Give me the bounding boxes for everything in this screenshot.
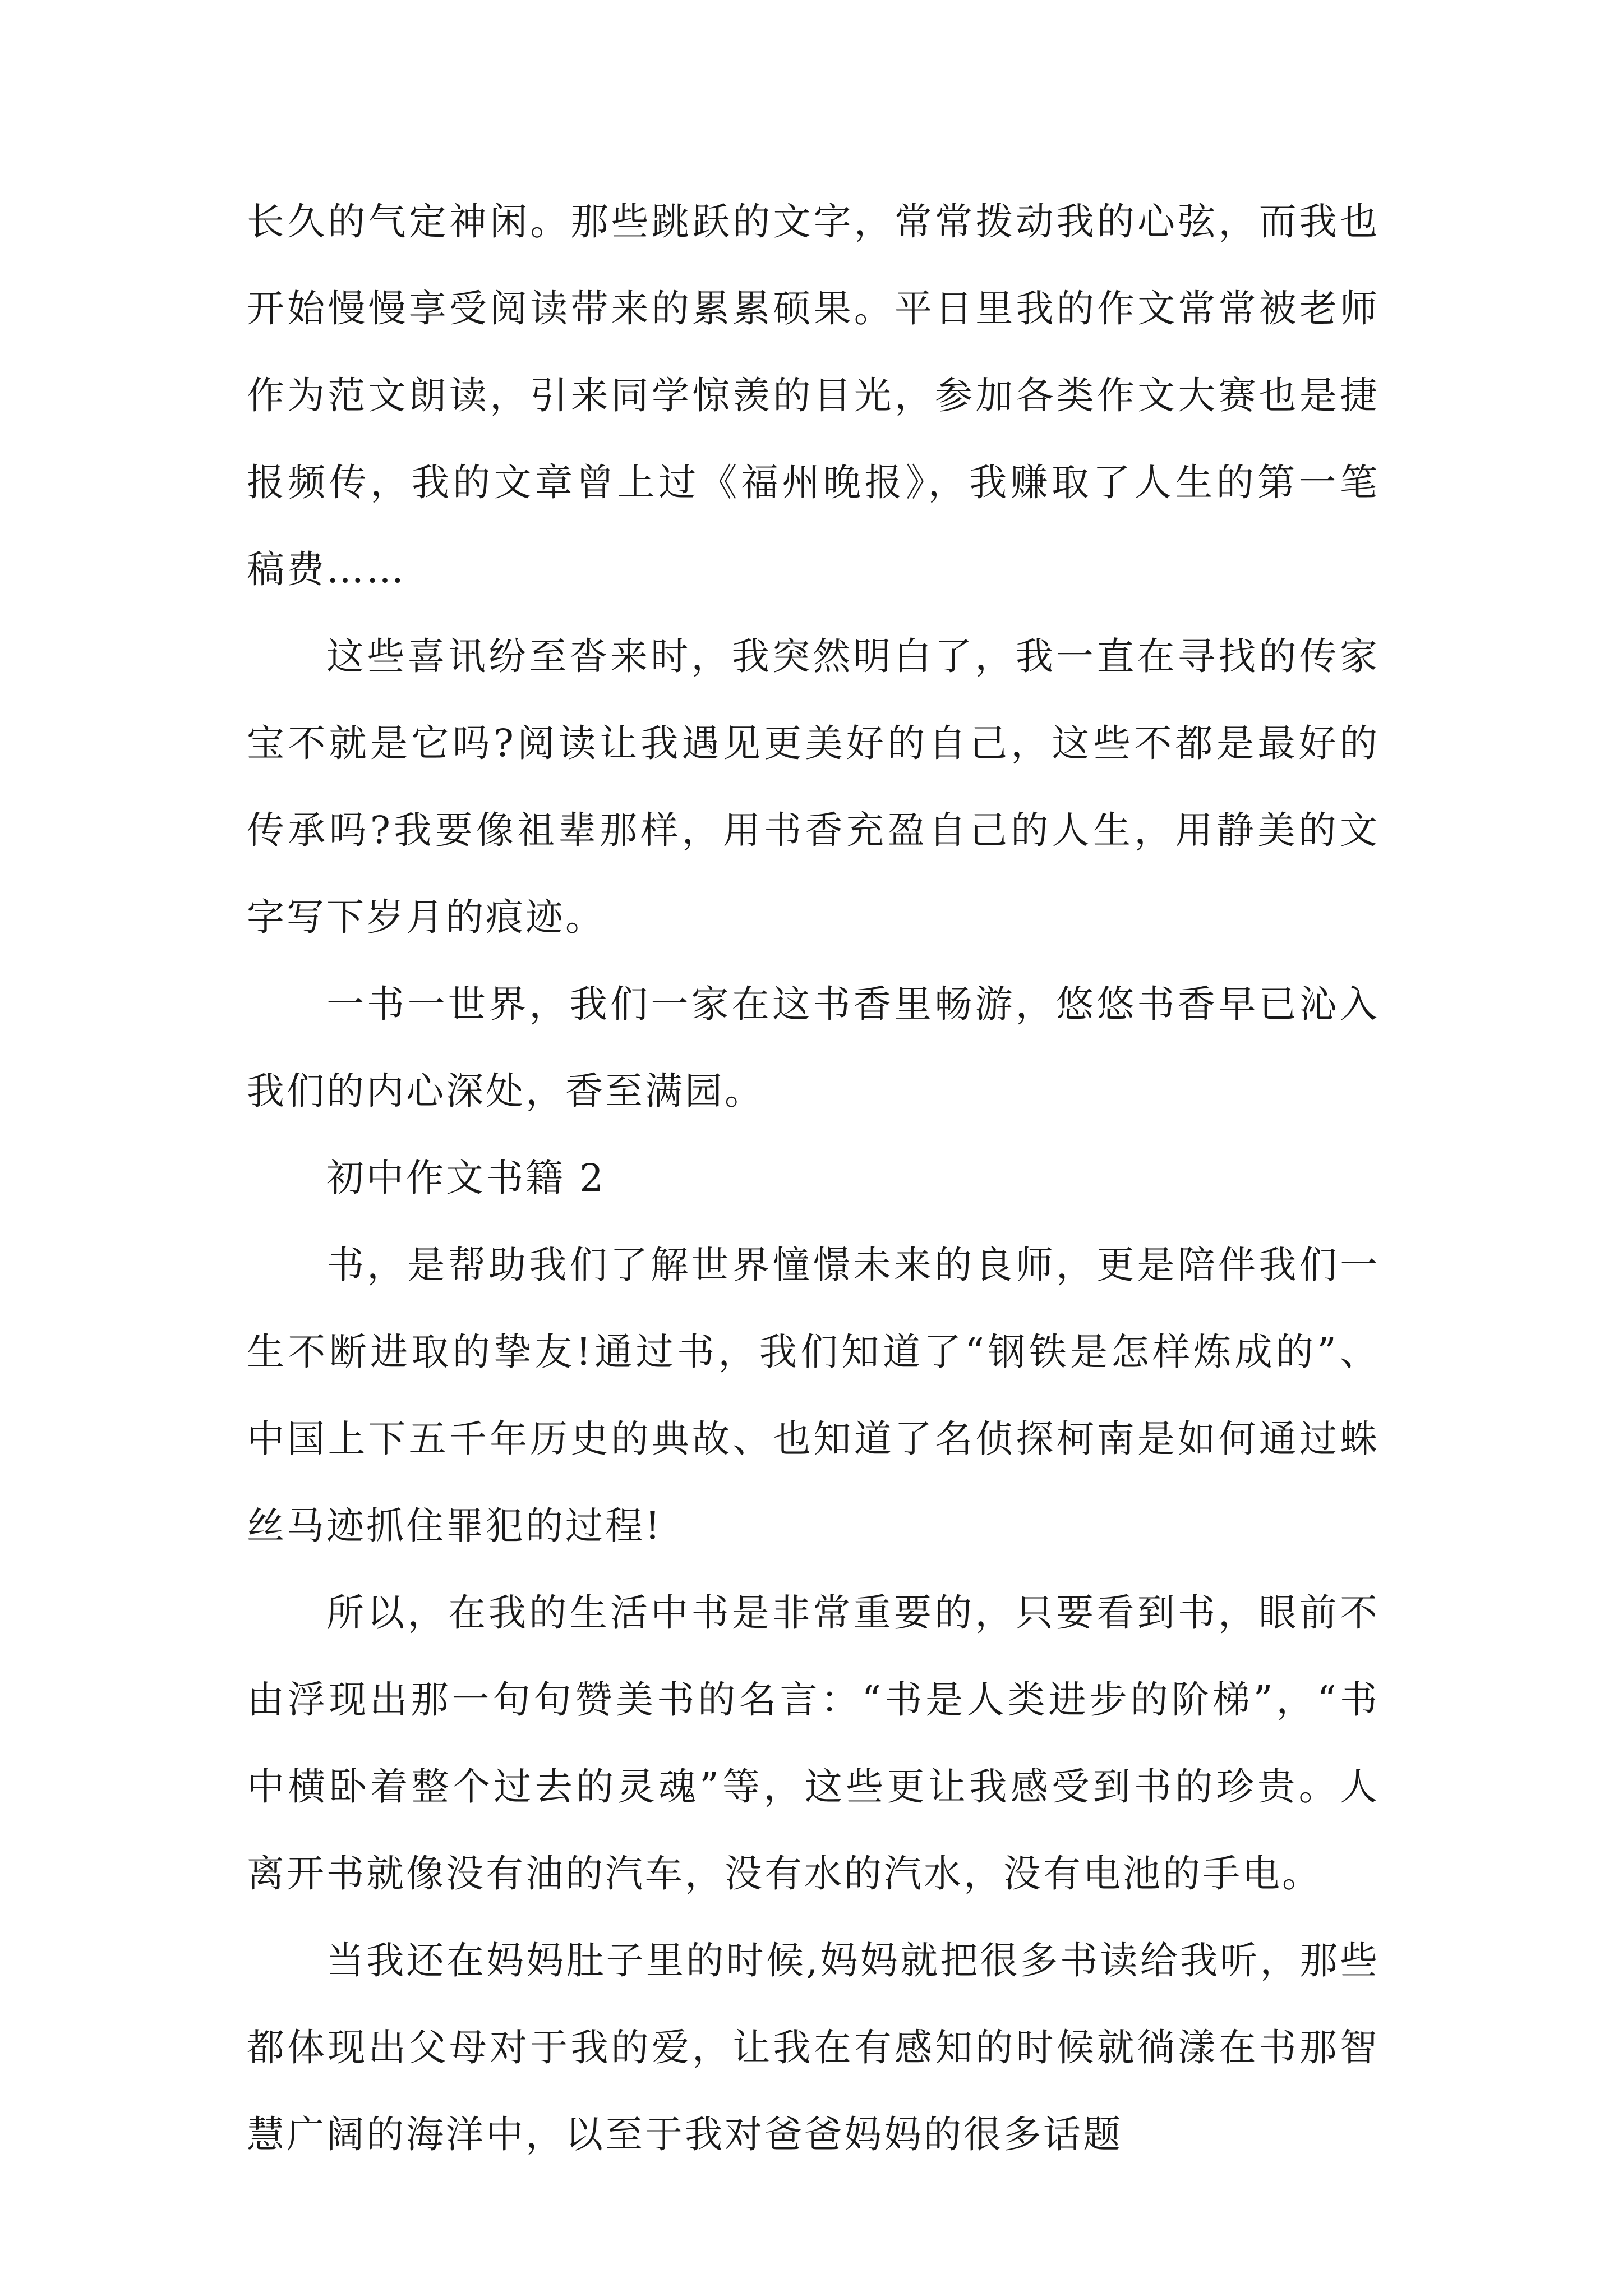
paragraph: 书，是帮助我们了解世界憧憬未来的良师，更是陪伴我们一生不断进取的挚友!通过书，我们知道了“钢铁是怎样炼成的”、中国上下五千年历史的典故、也知道了名侦探柯南是如何通过蛛丝马迹抓住罪犯的过程! bbox=[247, 1243, 1380, 1548]
paragraph: 长久的气定神闲。那些跳跃的文字，常常拨动我的心弦，而我也开始慢慢享受阅读带来的累累硕果。平日里我的作文常常被老师作为范文朗读，引来同学惊羡的目光，参加各类作文大赛也是捷报频传，我的文章曾上过《福州晚报》，我赚取了人生的第一笔稿费…… bbox=[247, 200, 1380, 591]
paragraph: 所以，在我的生活中书是非常重要的，只要看到书，眼前不由浮现出那一句句赞美书的名言：“书是人类进步的阶梯”，“书中横卧着整个过去的灵魂”等，这些更让我感受到书的珍贵。人离开书就像没有油的汽车，没有水的汽水，没有电池的手电。 bbox=[247, 1591, 1380, 1895]
section-heading: 初中作文书籍 2 bbox=[326, 1156, 606, 1200]
paragraph: 当我还在妈妈肚子里的时候,妈妈就把很多书读给我听，那些都体现出父母对于我的爱，让我在有感知的时候就徜漾在书那智慧广阔的海洋中，以至于我对爸爸妈妈的很多话题 bbox=[247, 1939, 1380, 2156]
paragraph: 一书一世界，我们一家在这书香里畅游，悠悠书香早已沁入我们的内心深处，香至满园。 bbox=[247, 982, 1380, 1113]
document-body bbox=[247, 178, 1380, 2178]
paragraph: 这些喜讯纷至沓来时，我突然明白了，我一直在寻找的传家宝不就是它吗?阅读让我遇见更美好的自己，这些不都是最好的传承吗?我要像祖辈那样，用书香充盈自己的人生，用静美的文字写下岁月的痕迹。 bbox=[247, 634, 1380, 939]
